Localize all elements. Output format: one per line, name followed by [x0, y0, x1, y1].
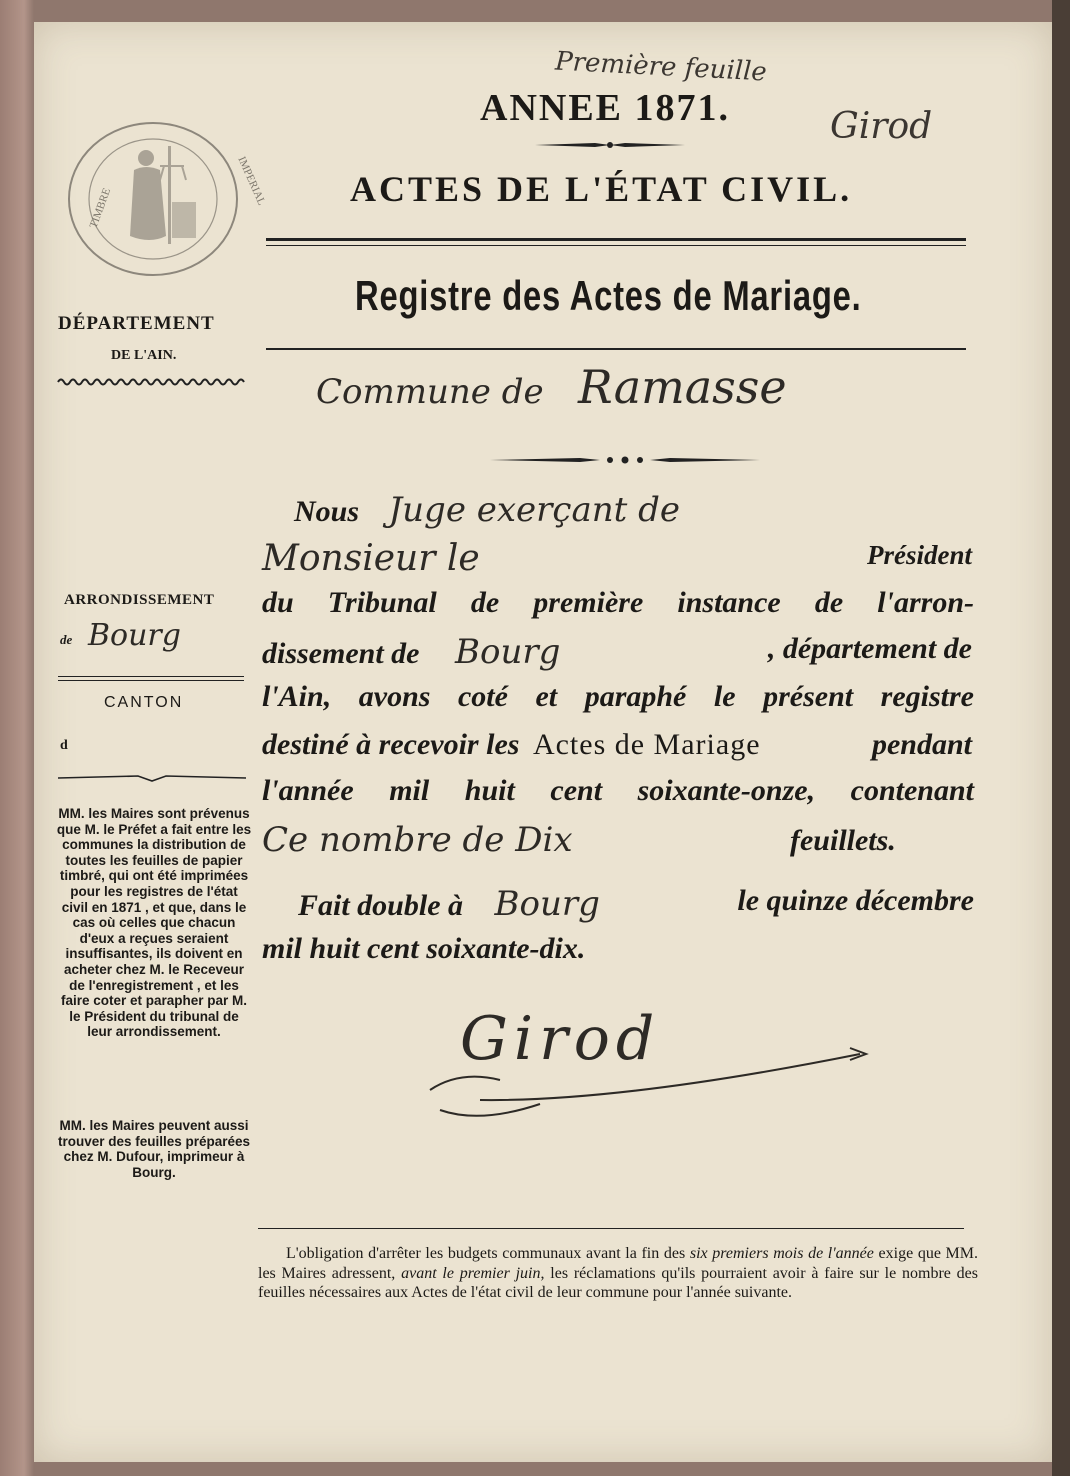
text-departement-de: , département de: [767, 632, 972, 665]
register-rule: [266, 348, 966, 350]
footer-text-d: avant le premier juin: [401, 1264, 541, 1282]
arrondissement-rule: [58, 676, 244, 677]
stamp-text-right: IMPERIAL: [235, 154, 268, 208]
body-line-date2: mil huit cent soixante-dix.: [262, 932, 586, 965]
juge-handwritten: Juge exerçant de: [388, 490, 680, 530]
register-title: Registre des Actes de Mariage.: [355, 272, 862, 319]
bourg-handwritten-2: Bourg: [494, 884, 600, 924]
word-nous: Nous: [294, 495, 360, 528]
double-rule-bottom: [266, 245, 966, 246]
canton-prefix: d: [60, 738, 68, 753]
sidebar-notice-2: MM. les Maires peuvent aussi trouver des feuilles préparées chez M. Dufour, imprimeur à Bourg.: [57, 1118, 251, 1180]
footer-text-c: exige que MM. les Maires adressent,: [258, 1245, 979, 1282]
body-line-2: du Tribunal de première instance de l'arron-: [262, 586, 974, 619]
word-president: Président: [867, 540, 972, 570]
count-handwritten: Ce nombre de Dix: [262, 820, 573, 860]
bourg-handwritten-1: Bourg: [455, 632, 561, 672]
text-pendant: pendant: [871, 728, 972, 761]
department-value: DE L'AIN.: [111, 348, 177, 363]
body-line-7: [262, 820, 974, 860]
main-title: ACTES DE L'ÉTAT CIVIL.: [350, 169, 853, 209]
text-date-1: le quinze décembre: [737, 884, 974, 917]
arrondissement-rule-2: [58, 680, 244, 681]
commune-handwritten-value: Ramasse: [578, 360, 787, 414]
ornament-divider-1: [535, 138, 685, 152]
commune-label: Commune de: [316, 372, 544, 412]
footer-text-b: six premiers mois de l'année: [689, 1245, 874, 1262]
arrondissement-label: ARRONDISSEMENT: [64, 592, 215, 608]
department-label: DÉPARTEMENT: [58, 313, 215, 334]
body-line-3: [262, 632, 974, 672]
body-line-5: [262, 728, 974, 762]
body-line-nous: [262, 490, 974, 530]
body-line-6: l'année mil huit cent soixante-onze, contenant: [262, 774, 974, 807]
arrondissement-handwritten: Bourg: [88, 618, 181, 653]
double-rule-top: [266, 238, 966, 241]
text-destine: destiné à recevoir les: [262, 728, 520, 761]
footer-rule: [258, 1228, 964, 1229]
ornament-divider-2: [490, 452, 760, 468]
footer-text-a: L'obligation d'arrêter les budgets communaux avant la fin des: [286, 1245, 690, 1262]
footer-text-e: , les réclamations qu'ils pourraient avoir à faire sur le nombre des feuilles nécessaires aux Actes de l'état civil de leur commune pour l'année suivante.: [258, 1264, 978, 1301]
body-line-president: [262, 538, 974, 579]
body-line-fait: [262, 884, 974, 924]
sidebar-notice-1: MM. les Maires sont prévenus que M. le Préfet a fait entre les communes la distribution de toutes les feuilles de papier timbré, qui ont été imprimées pour les registres de l'état civil en 1871 , et que, dans le cas où celles que chacun d'eux a reçues seraient insuffisantes, ils doivent en acheter chez M. le Receveur de l'enregistrement , et les faire coter et parapher par M. le Président du tribunal de leur arrondissement.: [56, 806, 252, 1040]
stamp-text-left: TIMBRE: [87, 186, 114, 230]
text-actes-de-mariage: Actes de Mariage: [532, 728, 761, 761]
annotation-initials: Girod: [830, 106, 933, 147]
monsieur-handwritten: Monsieur le: [262, 538, 480, 579]
year-title: ANNEE 1871.: [480, 87, 731, 129]
footer-notice: [258, 1244, 978, 1303]
body-line-4: l'Ain, avons coté et paraphé le présent registre: [262, 680, 974, 713]
text-feuillets: feuillets.: [790, 824, 896, 857]
canton-label: CANTON: [104, 694, 184, 711]
annotation-premiere-feuille: Première feuille: [554, 46, 768, 88]
text-dissement-de: dissement de: [262, 637, 420, 670]
text-fait-double: Fait double à: [298, 889, 464, 922]
wavy-divider: [58, 376, 248, 386]
canton-divider: [58, 772, 246, 784]
imperial-stamp-seal: [64, 118, 268, 280]
arrondissement-prefix: de: [60, 632, 73, 647]
signature-handwritten: Girod: [460, 1004, 661, 1074]
signature-flourish: [420, 1030, 880, 1120]
book-edge: [1052, 0, 1070, 1476]
